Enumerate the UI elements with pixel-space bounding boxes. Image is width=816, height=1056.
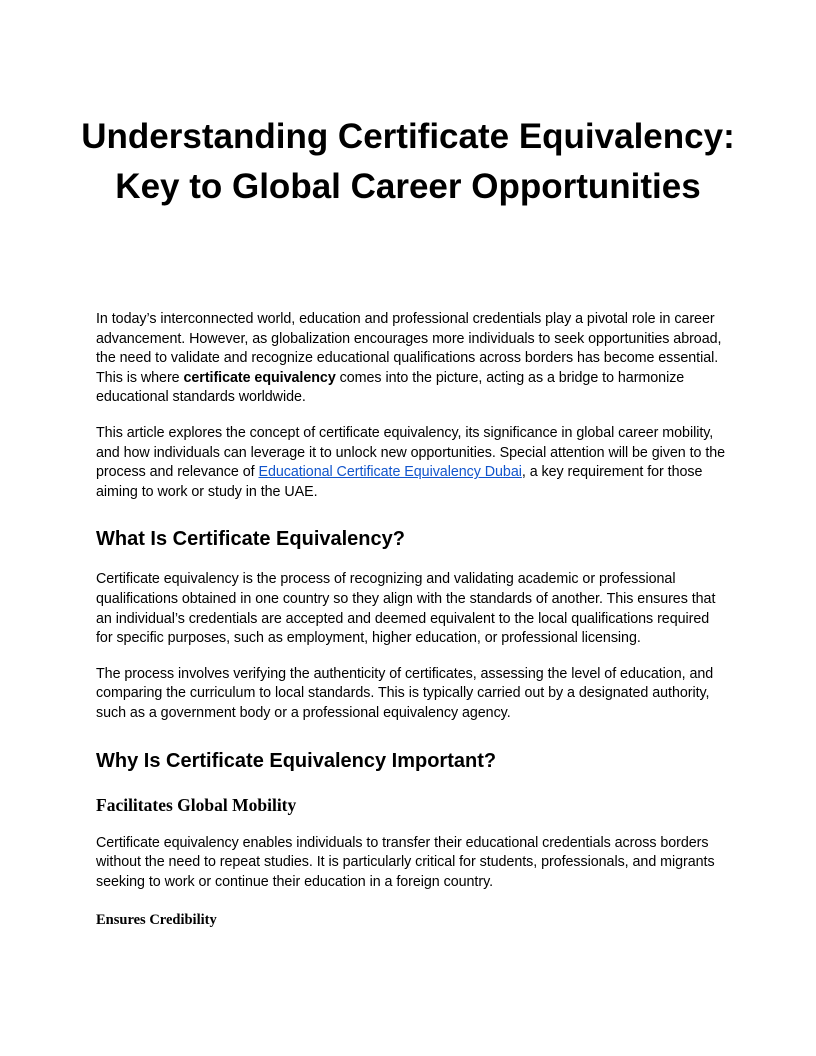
intro-p2-text-after: , a key requirement for those aiming to work or study in the UAE. (96, 464, 703, 500)
intro-p2-text-before: This article explores the concept of certificate equivalency, its significance in global career mobility, and how individuals can leverage it to unlock new opportunities. Special attention will be given to the process and relevance of (96, 424, 726, 481)
section1-paragraph-2: The process involves verifying the authenticity of certificates, assessing the level of education, and comparing the curriculum to local standards. This is typically carried out by a designated authority, such as a government body or a professional equivalency agency. (96, 665, 714, 721)
intro-p1-text-after: comes into the picture, acting as a bridge to harmonize educational standards worldwide. (96, 369, 685, 406)
global-mobility-paragraph: Certificate equivalency enables individuals to transfer their educational credentials across borders without the need to repeat studies. It is particularly critical for students, professionals, and migrants seeking to work or continue their education in a foreign country. (96, 834, 715, 890)
section-heading-what-is: What Is Certificate Equivalency? (96, 528, 405, 551)
subheading-ensures-credibility: Ensures Credibility (96, 912, 217, 929)
intro-paragraph-2 (96, 424, 726, 502)
section1-paragraph-1: Certificate equivalency is the process of recognizing and validating academic or professional qualifications obtained in one country so they align with the standards of another. This ensures that an individual’s credentials are accepted and deemed equivalent to the local qualifications required for specific purposes, such as employment, higher education, or professional licensing. (96, 571, 716, 647)
certificate-equivalency-bold: certificate equivalency (183, 369, 336, 386)
section-heading-why-important: Why Is Certificate Equivalency Important? (96, 749, 497, 772)
educational-certificate-equivalency-dubai-link[interactable]: Educational Certificate Equivalency Dubai (258, 464, 522, 481)
subheading-facilitates-global-mobility: Facilitates Global Mobility (96, 794, 297, 815)
page-title: Understanding Certificate Equivalency: Key to Global Career Opportunities (81, 117, 735, 206)
article-body (96, 310, 726, 930)
intro-paragraph-1 (96, 310, 726, 408)
intro-p1-text-before: In today’s interconnected world, education and professional credentials play a pivotal role in career advancement. However, as globalization encourages more individuals to seek opportunities abroad, the need to validate and recognize educational qualifications across borders has become essential. This is where (96, 311, 722, 386)
